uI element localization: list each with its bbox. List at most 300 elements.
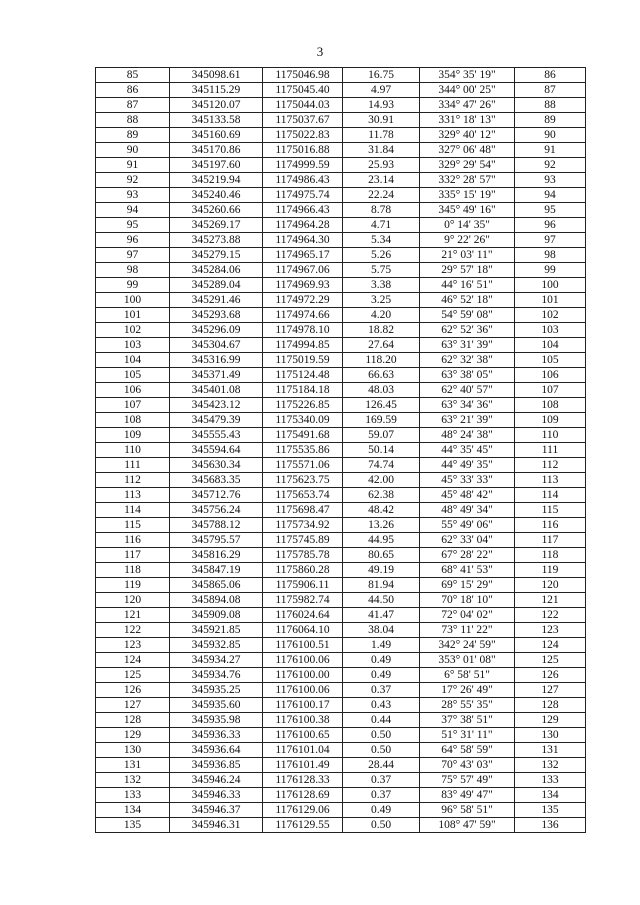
x-coordinate-cell: 345630.34 [170, 458, 263, 473]
y-coordinate-cell: 1174964.28 [263, 218, 343, 233]
table-row [96, 458, 586, 473]
point-number-cell: 127 [96, 698, 170, 713]
next-point-number-cell: 99 [515, 263, 586, 278]
point-number-cell: 128 [96, 713, 170, 728]
next-point-number-cell: 101 [515, 293, 586, 308]
point-number-cell: 108 [96, 413, 170, 428]
x-coordinate-cell: 345816.29 [170, 548, 263, 563]
table-row [96, 533, 586, 548]
y-coordinate-cell: 1175046.98 [263, 68, 343, 83]
table-row [96, 473, 586, 488]
direction-angle-cell: 29° 57' 18" [420, 263, 515, 278]
table-row [96, 158, 586, 173]
segment-length-cell: 126.45 [343, 398, 420, 413]
x-coordinate-cell: 345133.58 [170, 113, 263, 128]
table-row [96, 323, 586, 338]
next-point-number-cell: 91 [515, 143, 586, 158]
point-number-cell: 133 [96, 788, 170, 803]
x-coordinate-cell: 345423.12 [170, 398, 263, 413]
table-row [96, 398, 586, 413]
next-point-number-cell: 96 [515, 218, 586, 233]
direction-angle-cell: 48° 49' 34" [420, 503, 515, 518]
table-row [96, 578, 586, 593]
point-number-cell: 87 [96, 98, 170, 113]
table-row [96, 653, 586, 668]
y-coordinate-cell: 1174964.30 [263, 233, 343, 248]
y-coordinate-cell: 1175016.88 [263, 143, 343, 158]
direction-angle-cell: 55° 49' 06" [420, 518, 515, 533]
x-coordinate-cell: 345946.33 [170, 788, 263, 803]
point-number-cell: 116 [96, 533, 170, 548]
table-row [96, 413, 586, 428]
table-row [96, 758, 586, 773]
table-row [96, 638, 586, 653]
x-coordinate-cell: 345289.04 [170, 278, 263, 293]
point-number-cell: 129 [96, 728, 170, 743]
next-point-number-cell: 86 [515, 68, 586, 83]
y-coordinate-cell: 1175571.06 [263, 458, 343, 473]
next-point-number-cell: 109 [515, 413, 586, 428]
table-row [96, 743, 586, 758]
y-coordinate-cell: 1175745.89 [263, 533, 343, 548]
table-row [96, 173, 586, 188]
segment-length-cell: 169.59 [343, 413, 420, 428]
point-number-cell: 111 [96, 458, 170, 473]
y-coordinate-cell: 1176128.69 [263, 788, 343, 803]
direction-angle-cell: 63° 21' 39" [420, 413, 515, 428]
y-coordinate-cell: 1176064.10 [263, 623, 343, 638]
table-row [96, 593, 586, 608]
x-coordinate-cell: 345936.85 [170, 758, 263, 773]
segment-length-cell: 28.44 [343, 758, 420, 773]
next-point-number-cell: 116 [515, 518, 586, 533]
x-coordinate-cell: 345273.88 [170, 233, 263, 248]
next-point-number-cell: 113 [515, 473, 586, 488]
y-coordinate-cell: 1174974.66 [263, 308, 343, 323]
point-number-cell: 126 [96, 683, 170, 698]
table-row [96, 548, 586, 563]
y-coordinate-cell: 1175698.47 [263, 503, 343, 518]
point-number-cell: 124 [96, 653, 170, 668]
x-coordinate-cell: 345946.24 [170, 773, 263, 788]
next-point-number-cell: 95 [515, 203, 586, 218]
point-number-cell: 106 [96, 383, 170, 398]
table-row [96, 803, 586, 818]
point-number-cell: 123 [96, 638, 170, 653]
direction-angle-cell: 46° 52' 18" [420, 293, 515, 308]
table-row [96, 353, 586, 368]
segment-length-cell: 0.49 [343, 803, 420, 818]
direction-angle-cell: 45° 48' 42" [420, 488, 515, 503]
table-row [96, 503, 586, 518]
next-point-number-cell: 107 [515, 383, 586, 398]
next-point-number-cell: 106 [515, 368, 586, 383]
next-point-number-cell: 136 [515, 818, 586, 833]
y-coordinate-cell: 1174965.17 [263, 248, 343, 263]
direction-angle-cell: 67° 28' 22" [420, 548, 515, 563]
y-coordinate-cell: 1176101.04 [263, 743, 343, 758]
point-number-cell: 114 [96, 503, 170, 518]
direction-angle-cell: 63° 34' 36" [420, 398, 515, 413]
segment-length-cell: 3.38 [343, 278, 420, 293]
direction-angle-cell: 70° 43' 03" [420, 758, 515, 773]
x-coordinate-cell: 345712.76 [170, 488, 263, 503]
y-coordinate-cell: 1176128.33 [263, 773, 343, 788]
table-row [96, 443, 586, 458]
direction-angle-cell: 345° 49' 16" [420, 203, 515, 218]
x-coordinate-cell: 345934.27 [170, 653, 263, 668]
y-coordinate-cell: 1175785.78 [263, 548, 343, 563]
next-point-number-cell: 123 [515, 623, 586, 638]
point-number-cell: 132 [96, 773, 170, 788]
x-coordinate-cell: 345555.43 [170, 428, 263, 443]
direction-angle-cell: 327° 06' 48" [420, 143, 515, 158]
segment-length-cell: 49.19 [343, 563, 420, 578]
x-coordinate-cell: 345935.98 [170, 713, 263, 728]
segment-length-cell: 4.20 [343, 308, 420, 323]
y-coordinate-cell: 1175044.03 [263, 98, 343, 113]
next-point-number-cell: 121 [515, 593, 586, 608]
next-point-number-cell: 88 [515, 98, 586, 113]
point-number-cell: 89 [96, 128, 170, 143]
next-point-number-cell: 129 [515, 713, 586, 728]
segment-length-cell: 5.75 [343, 263, 420, 278]
next-point-number-cell: 127 [515, 683, 586, 698]
direction-angle-cell: 51° 31' 11" [420, 728, 515, 743]
direction-angle-cell: 332° 28' 57" [420, 173, 515, 188]
table-row [96, 683, 586, 698]
x-coordinate-cell: 345946.31 [170, 818, 263, 833]
x-coordinate-cell: 345936.33 [170, 728, 263, 743]
table-row [96, 293, 586, 308]
table-row [96, 113, 586, 128]
x-coordinate-cell: 345756.24 [170, 503, 263, 518]
coordinates-table-body [96, 68, 586, 833]
next-point-number-cell: 93 [515, 173, 586, 188]
point-number-cell: 104 [96, 353, 170, 368]
next-point-number-cell: 114 [515, 488, 586, 503]
direction-angle-cell: 63° 31' 39" [420, 338, 515, 353]
next-point-number-cell: 90 [515, 128, 586, 143]
direction-angle-cell: 73° 11' 22" [420, 623, 515, 638]
next-point-number-cell: 108 [515, 398, 586, 413]
table-row [96, 338, 586, 353]
next-point-number-cell: 102 [515, 308, 586, 323]
segment-length-cell: 18.82 [343, 323, 420, 338]
point-number-cell: 88 [96, 113, 170, 128]
next-point-number-cell: 92 [515, 158, 586, 173]
x-coordinate-cell: 345293.68 [170, 308, 263, 323]
segment-length-cell: 3.25 [343, 293, 420, 308]
direction-angle-cell: 75° 57' 49" [420, 773, 515, 788]
direction-angle-cell: 69° 15' 29" [420, 578, 515, 593]
direction-angle-cell: 17° 26' 49" [420, 683, 515, 698]
x-coordinate-cell: 345296.09 [170, 323, 263, 338]
page-number: 3 [316, 44, 324, 59]
x-coordinate-cell: 345932.85 [170, 638, 263, 653]
segment-length-cell: 66.63 [343, 368, 420, 383]
table-row [96, 788, 586, 803]
next-point-number-cell: 89 [515, 113, 586, 128]
table-row [96, 713, 586, 728]
table-row [96, 248, 586, 263]
next-point-number-cell: 110 [515, 428, 586, 443]
x-coordinate-cell: 345197.60 [170, 158, 263, 173]
point-number-cell: 96 [96, 233, 170, 248]
coordinates-table [95, 67, 586, 833]
segment-length-cell: 62.38 [343, 488, 420, 503]
x-coordinate-cell: 345291.46 [170, 293, 263, 308]
next-point-number-cell: 87 [515, 83, 586, 98]
y-coordinate-cell: 1175982.74 [263, 593, 343, 608]
y-coordinate-cell: 1176100.06 [263, 653, 343, 668]
x-coordinate-cell: 345946.37 [170, 803, 263, 818]
direction-angle-cell: 9° 22' 26" [420, 233, 515, 248]
direction-angle-cell: 54° 59' 08" [420, 308, 515, 323]
direction-angle-cell: 70° 18' 10" [420, 593, 515, 608]
table-row [96, 773, 586, 788]
y-coordinate-cell: 1174972.29 [263, 293, 343, 308]
point-number-cell: 131 [96, 758, 170, 773]
next-point-number-cell: 128 [515, 698, 586, 713]
table-row [96, 818, 586, 833]
direction-angle-cell: 353° 01' 08" [420, 653, 515, 668]
direction-angle-cell: 62° 40' 57" [420, 383, 515, 398]
point-number-cell: 135 [96, 818, 170, 833]
y-coordinate-cell: 1175860.28 [263, 563, 343, 578]
next-point-number-cell: 126 [515, 668, 586, 683]
y-coordinate-cell: 1175045.40 [263, 83, 343, 98]
y-coordinate-cell: 1176024.64 [263, 608, 343, 623]
point-number-cell: 121 [96, 608, 170, 623]
point-number-cell: 85 [96, 68, 170, 83]
direction-angle-cell: 48° 24' 38" [420, 428, 515, 443]
direction-angle-cell: 335° 15' 19" [420, 188, 515, 203]
next-point-number-cell: 104 [515, 338, 586, 353]
y-coordinate-cell: 1175340.09 [263, 413, 343, 428]
table-row [96, 698, 586, 713]
x-coordinate-cell: 345594.64 [170, 443, 263, 458]
segment-length-cell: 27.64 [343, 338, 420, 353]
y-coordinate-cell: 1176100.00 [263, 668, 343, 683]
x-coordinate-cell: 345894.08 [170, 593, 263, 608]
next-point-number-cell: 132 [515, 758, 586, 773]
segment-length-cell: 0.49 [343, 668, 420, 683]
point-number-cell: 103 [96, 338, 170, 353]
point-number-cell: 122 [96, 623, 170, 638]
segment-length-cell: 74.74 [343, 458, 420, 473]
y-coordinate-cell: 1174999.59 [263, 158, 343, 173]
table-row [96, 263, 586, 278]
segment-length-cell: 0.50 [343, 743, 420, 758]
x-coordinate-cell: 345269.17 [170, 218, 263, 233]
table-row [96, 368, 586, 383]
table-row [96, 203, 586, 218]
y-coordinate-cell: 1175491.68 [263, 428, 343, 443]
x-coordinate-cell: 345847.19 [170, 563, 263, 578]
direction-angle-cell: 63° 38' 05" [420, 368, 515, 383]
point-number-cell: 98 [96, 263, 170, 278]
x-coordinate-cell: 345795.57 [170, 533, 263, 548]
y-coordinate-cell: 1176101.49 [263, 758, 343, 773]
x-coordinate-cell: 345935.25 [170, 683, 263, 698]
segment-length-cell: 31.84 [343, 143, 420, 158]
segment-length-cell: 5.26 [343, 248, 420, 263]
next-point-number-cell: 133 [515, 773, 586, 788]
x-coordinate-cell: 345279.15 [170, 248, 263, 263]
y-coordinate-cell: 1174975.74 [263, 188, 343, 203]
segment-length-cell: 0.43 [343, 698, 420, 713]
direction-angle-cell: 329° 40' 12" [420, 128, 515, 143]
direction-angle-cell: 344° 00' 25" [420, 83, 515, 98]
direction-angle-cell: 331° 18' 13" [420, 113, 515, 128]
x-coordinate-cell: 345240.46 [170, 188, 263, 203]
table-row [96, 218, 586, 233]
point-number-cell: 91 [96, 158, 170, 173]
table-row [96, 623, 586, 638]
segment-length-cell: 0.50 [343, 818, 420, 833]
y-coordinate-cell: 1175019.59 [263, 353, 343, 368]
table-row [96, 608, 586, 623]
segment-length-cell: 50.14 [343, 443, 420, 458]
point-number-cell: 113 [96, 488, 170, 503]
x-coordinate-cell: 345788.12 [170, 518, 263, 533]
direction-angle-cell: 6° 58' 51" [420, 668, 515, 683]
y-coordinate-cell: 1175653.74 [263, 488, 343, 503]
direction-angle-cell: 83° 49' 47" [420, 788, 515, 803]
y-coordinate-cell: 1174966.43 [263, 203, 343, 218]
direction-angle-cell: 108° 47' 59" [420, 818, 515, 833]
segment-length-cell: 38.04 [343, 623, 420, 638]
table-row [96, 83, 586, 98]
segment-length-cell: 4.71 [343, 218, 420, 233]
segment-length-cell: 0.49 [343, 653, 420, 668]
direction-angle-cell: 342° 24' 59" [420, 638, 515, 653]
segment-length-cell: 44.95 [343, 533, 420, 548]
segment-length-cell: 8.78 [343, 203, 420, 218]
next-point-number-cell: 94 [515, 188, 586, 203]
direction-angle-cell: 62° 52' 36" [420, 323, 515, 338]
point-number-cell: 100 [96, 293, 170, 308]
y-coordinate-cell: 1174967.06 [263, 263, 343, 278]
direction-angle-cell: 28° 55' 35" [420, 698, 515, 713]
x-coordinate-cell: 345260.66 [170, 203, 263, 218]
y-coordinate-cell: 1174969.93 [263, 278, 343, 293]
table-row [96, 563, 586, 578]
point-number-cell: 102 [96, 323, 170, 338]
point-number-cell: 93 [96, 188, 170, 203]
point-number-cell: 105 [96, 368, 170, 383]
direction-angle-cell: 0° 14' 35" [420, 218, 515, 233]
segment-length-cell: 11.78 [343, 128, 420, 143]
segment-length-cell: 0.50 [343, 728, 420, 743]
x-coordinate-cell: 345936.64 [170, 743, 263, 758]
table-row [96, 188, 586, 203]
x-coordinate-cell: 345160.69 [170, 128, 263, 143]
segment-length-cell: 4.97 [343, 83, 420, 98]
y-coordinate-cell: 1176100.51 [263, 638, 343, 653]
direction-angle-cell: 44° 16' 51" [420, 278, 515, 293]
point-number-cell: 107 [96, 398, 170, 413]
y-coordinate-cell: 1175022.83 [263, 128, 343, 143]
direction-angle-cell: 354° 35' 19" [420, 68, 515, 83]
segment-length-cell: 14.93 [343, 98, 420, 113]
table-row [96, 383, 586, 398]
next-point-number-cell: 98 [515, 248, 586, 263]
direction-angle-cell: 62° 32' 38" [420, 353, 515, 368]
y-coordinate-cell: 1175623.75 [263, 473, 343, 488]
point-number-cell: 130 [96, 743, 170, 758]
point-number-cell: 117 [96, 548, 170, 563]
table-row [96, 488, 586, 503]
x-coordinate-cell: 345935.60 [170, 698, 263, 713]
segment-length-cell: 59.07 [343, 428, 420, 443]
direction-angle-cell: 37° 38' 51" [420, 713, 515, 728]
x-coordinate-cell: 345316.99 [170, 353, 263, 368]
point-number-cell: 115 [96, 518, 170, 533]
direction-angle-cell: 96° 58' 51" [420, 803, 515, 818]
segment-length-cell: 80.65 [343, 548, 420, 563]
x-coordinate-cell: 345371.49 [170, 368, 263, 383]
x-coordinate-cell: 345865.06 [170, 578, 263, 593]
point-number-cell: 94 [96, 203, 170, 218]
segment-length-cell: 0.44 [343, 713, 420, 728]
y-coordinate-cell: 1174986.43 [263, 173, 343, 188]
direction-angle-cell: 21° 03' 11" [420, 248, 515, 263]
next-point-number-cell: 134 [515, 788, 586, 803]
segment-length-cell: 0.37 [343, 788, 420, 803]
direction-angle-cell: 62° 33' 04" [420, 533, 515, 548]
x-coordinate-cell: 345170.86 [170, 143, 263, 158]
x-coordinate-cell: 345921.85 [170, 623, 263, 638]
segment-length-cell: 81.94 [343, 578, 420, 593]
x-coordinate-cell: 345934.76 [170, 668, 263, 683]
next-point-number-cell: 117 [515, 533, 586, 548]
table-row [96, 98, 586, 113]
x-coordinate-cell: 345479.39 [170, 413, 263, 428]
x-coordinate-cell: 345284.06 [170, 263, 263, 278]
segment-length-cell: 42.00 [343, 473, 420, 488]
y-coordinate-cell: 1176100.06 [263, 683, 343, 698]
y-coordinate-cell: 1175124.48 [263, 368, 343, 383]
next-point-number-cell: 119 [515, 563, 586, 578]
x-coordinate-cell: 345098.61 [170, 68, 263, 83]
segment-length-cell: 5.34 [343, 233, 420, 248]
y-coordinate-cell: 1175037.67 [263, 113, 343, 128]
point-number-cell: 92 [96, 173, 170, 188]
y-coordinate-cell: 1174994.85 [263, 338, 343, 353]
segment-length-cell: 23.14 [343, 173, 420, 188]
table-row [96, 668, 586, 683]
point-number-cell: 112 [96, 473, 170, 488]
table-row [96, 68, 586, 83]
x-coordinate-cell: 345683.35 [170, 473, 263, 488]
point-number-cell: 86 [96, 83, 170, 98]
next-point-number-cell: 120 [515, 578, 586, 593]
next-point-number-cell: 125 [515, 653, 586, 668]
x-coordinate-cell: 345115.29 [170, 83, 263, 98]
y-coordinate-cell: 1176100.38 [263, 713, 343, 728]
y-coordinate-cell: 1174978.10 [263, 323, 343, 338]
y-coordinate-cell: 1176100.17 [263, 698, 343, 713]
direction-angle-cell: 44° 49' 35" [420, 458, 515, 473]
next-point-number-cell: 124 [515, 638, 586, 653]
point-number-cell: 90 [96, 143, 170, 158]
segment-length-cell: 0.37 [343, 683, 420, 698]
direction-angle-cell: 329° 29' 54" [420, 158, 515, 173]
table-row [96, 308, 586, 323]
point-number-cell: 118 [96, 563, 170, 578]
